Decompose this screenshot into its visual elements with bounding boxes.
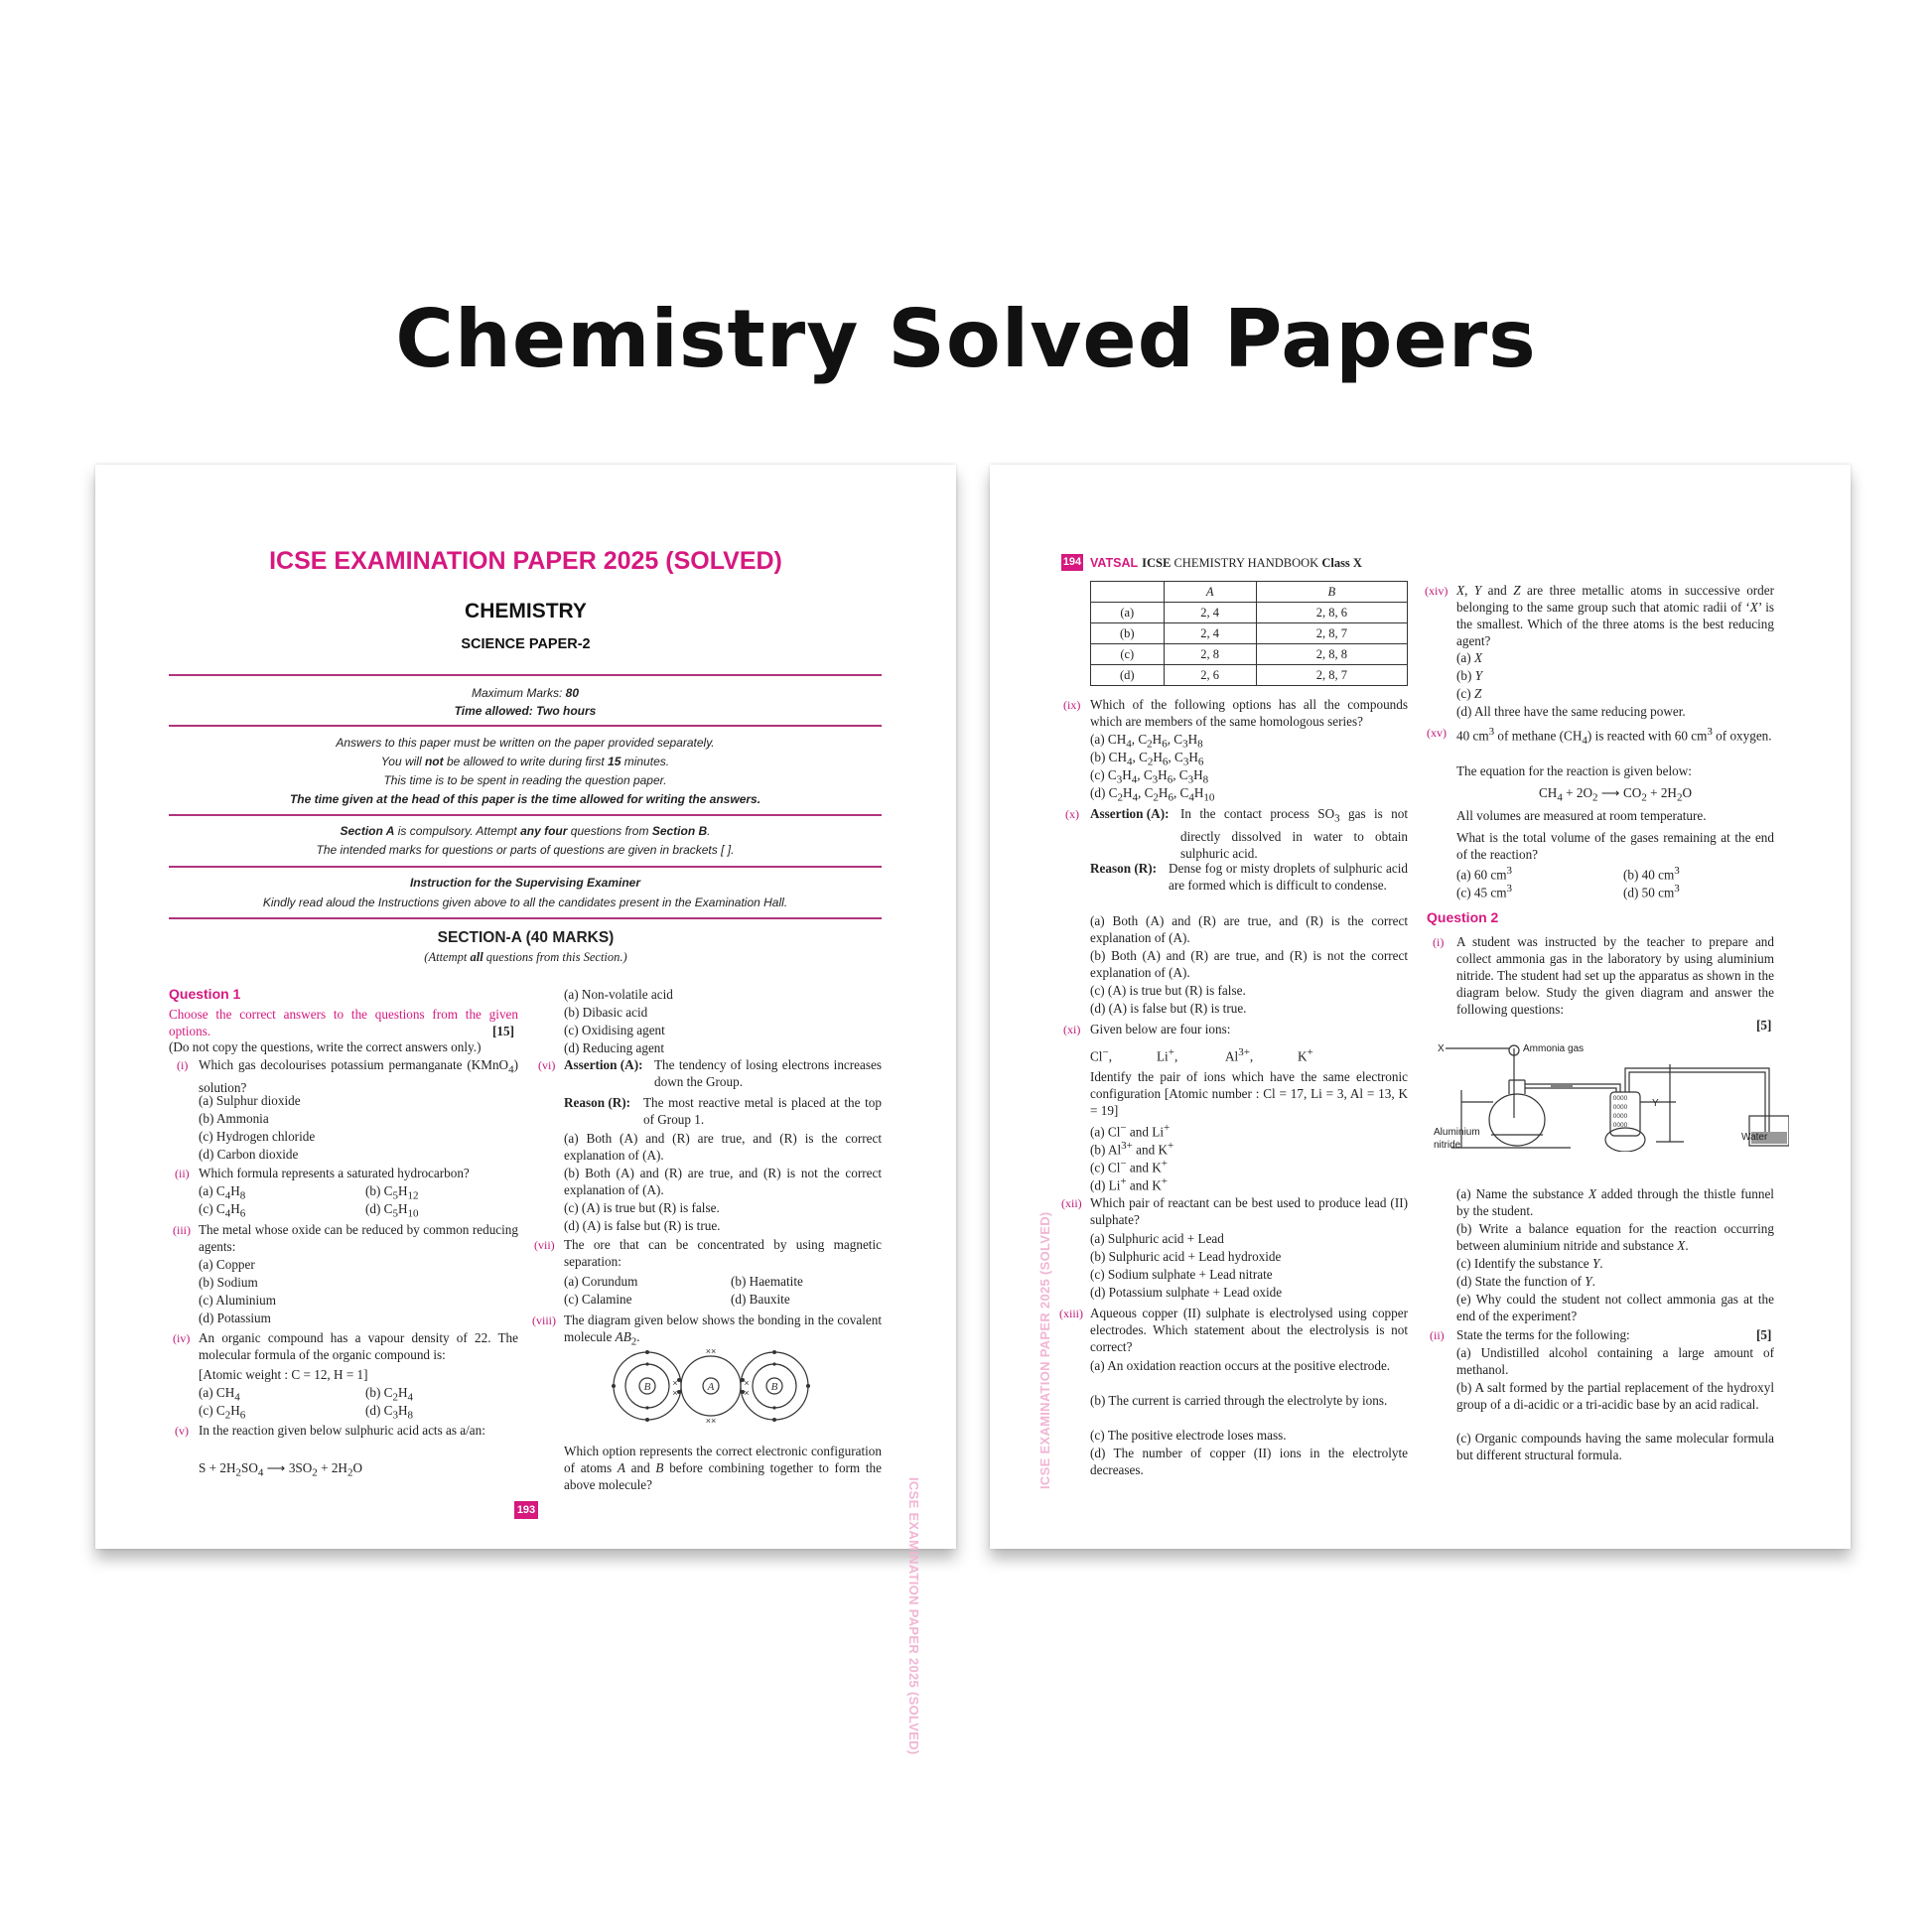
question-text: Which of the following options has all the compounds which are members of the same homologous series? [1090, 697, 1408, 729]
question-number: (iv) [173, 1331, 191, 1345]
q1-note: (Do not copy the questions, write the correct answers only.) [169, 1039, 482, 1054]
reason-label: Reason (R): [1090, 861, 1158, 876]
option: (a) Both (A) and (R) are true, and (R) is the correct explanation of (A). [1090, 913, 1408, 945]
ion: $Al^{3+}$, [1225, 1046, 1254, 1064]
question-text: The equation for the reaction is given below: [1456, 763, 1692, 778]
sub-question: (a) Undistilled alcohol containing a large amount of methanol. [1456, 1345, 1774, 1377]
assertion-text: The tendency of losing electrons increases down the Group. [654, 1057, 882, 1089]
option: (d) (A) is false but (R) is true. [564, 1218, 721, 1233]
question-text: All volumes are measured at room temperature. [1456, 808, 1707, 823]
question-number: (viii) [532, 1313, 556, 1327]
option: (d) Carbon dioxide [199, 1147, 299, 1162]
question-number: (xv) [1427, 726, 1447, 740]
question-number: (v) [175, 1424, 189, 1438]
side-running-text: ICSE EXAMINATION PAPER 2025 (SOLVED) [1037, 1211, 1052, 1489]
option: (a) Sulphur dioxide [199, 1093, 301, 1108]
sub-question: (e) Why could the student not collect ammonia gas at the end of the experiment? [1456, 1292, 1774, 1323]
option: (a) $CH_4$, $C_2H_6$, $C_3H_8$ [1090, 732, 1203, 751]
diagram-label-x: X [1438, 1043, 1445, 1054]
option: (b) $Al^{3+}$ and K+ [1090, 1140, 1174, 1158]
option: (a) Corundum [564, 1274, 638, 1289]
sub-question: (b) Write a balance equation for the reaction occurring between aluminium nitride and substance X. [1456, 1221, 1774, 1253]
svg-text:0000: 0000 [1612, 1104, 1628, 1111]
question-text: Given below are four ions: [1090, 1022, 1231, 1036]
svg-text:0000: 0000 [1612, 1095, 1628, 1102]
option: (c) Oxidising agent [564, 1023, 665, 1037]
assertion-text: In the contact process $SO_3$ gas is not directly dissolved in water to obtain sulphuric acid. [1180, 806, 1408, 861]
question-text: Which formula represents a saturated hydrocarbon? [199, 1166, 470, 1180]
assertion-label: Assertion (A): [564, 1057, 643, 1072]
option: (c) The positive electrode loses mass. [1090, 1428, 1287, 1443]
option: (c) Hydrogen chloride [199, 1129, 316, 1144]
supervisor-note: Instruction for the Supervising Examiner Kindly read aloud the Instructions given above to all the candidates present in the Examination Hall. [262, 876, 788, 909]
svg-text:×: × [672, 1378, 678, 1388]
option: (a) $C_4H_8$ [199, 1183, 246, 1202]
question-text: A student was instructed by the teacher to prepare and collect ammonia gas in the laboratory by using aluminium nitride. The student had set up the apparatus as shown in the diagram below. Study the given diagram and answer the following questions: [1456, 934, 1774, 1017]
exam-title: ICSE EXAMINATION PAPER 2025 (SOLVED) [269, 547, 782, 575]
option: (b) Both (A) and (R) are true, and (R) is not the correct explanation of (A). [1090, 948, 1408, 980]
option: (c) $C_2H_6$ [199, 1403, 246, 1422]
table-row: (d) 2, 6 2, 8, 7 [1091, 665, 1408, 686]
option: (c) $C_3H_4$, $C_3H_6$, $C_3H_8$ [1090, 767, 1209, 786]
option: (d) Reducing agent [564, 1040, 665, 1055]
question-number: (iii) [173, 1223, 191, 1237]
option: (d) $C_3H_8$ [365, 1403, 414, 1422]
question-number: (xiv) [1425, 584, 1449, 598]
page-number: 194 [1061, 554, 1083, 571]
option: (d) All three have the same reducing power. [1456, 704, 1686, 719]
ab2-bonding-diagram [612, 1346, 810, 1426]
question-number: (i) [1433, 935, 1445, 949]
option: (d) Potassium [199, 1311, 271, 1325]
option: (a) $CH_4$ [199, 1385, 240, 1404]
diagram-label-nitride: nitride [1434, 1140, 1461, 1151]
option: (c) (A) is true but (R) is false. [564, 1200, 720, 1215]
divider [169, 725, 882, 727]
question-text: The diagram given below shows the bonding in the covalent molecule $AB_2$. [564, 1312, 882, 1348]
option: (d) The number of copper (II) ions in the electrolyte decreases. [1090, 1446, 1408, 1477]
svg-text:0000: 0000 [1612, 1113, 1628, 1120]
q1-instruction: Choose the correct answers to the questions from the given options. [169, 1007, 518, 1038]
q1-marks: [15] [492, 1024, 514, 1038]
diagram-label-ammonia: Ammonia gas [1523, 1043, 1585, 1054]
svg-text:0000: 0000 [1612, 1122, 1628, 1129]
option: (b) $C_2H_4$ [365, 1385, 414, 1404]
question-text: Which pair of reactant can be best used to produce lead (II) sulphate? [1090, 1195, 1408, 1227]
question-number: (vii) [534, 1238, 555, 1252]
config-table: A B (a) 2, 4 2, 8, 6 (b) 2, 4 2, 8, 7 (c) 2, 8 2, 8, 8 (d) 2, 6 2, 8, 7 [1090, 581, 1408, 686]
option: (b) The current is carried through the electrolyte by ions. [1090, 1393, 1388, 1408]
section-a-title: SECTION-A (40 MARKS) [437, 929, 615, 946]
option: (b) Y [1456, 668, 1483, 683]
option: (a) X [1456, 650, 1482, 665]
page-number: 193 [514, 1501, 538, 1519]
option: (b) $C_5H_{12}$ [365, 1183, 419, 1202]
paper-title: SCIENCE PAPER-2 [461, 636, 591, 652]
option: (a) An oxidation reaction occurs at the positive electrode. [1090, 1358, 1391, 1373]
option: (a) Sulphuric acid + Lead [1090, 1231, 1224, 1246]
option: (d) $C_5H_{10}$ [365, 1201, 419, 1220]
svg-text:××: ×× [705, 1416, 717, 1426]
option: (b) Haematite [731, 1274, 803, 1289]
question-number: (ii) [175, 1167, 190, 1180]
table-row: (c) 2, 8 2, 8, 8 [1091, 644, 1408, 665]
max-marks: Maximum Marks: 80 Time allowed: Two hours [454, 686, 597, 718]
svg-text:B: B [643, 1381, 651, 1393]
divider [169, 814, 882, 816]
question-text: Aqueous copper (II) sulphate is electrolysed using copper electrodes. Which statement about the electrolysis is not correct? [1090, 1306, 1408, 1354]
marks: [5] [1756, 1327, 1772, 1342]
option: (d) Bauxite [731, 1292, 790, 1307]
question-text: What is the total volume of the gases remaining at the end of the reaction? [1456, 830, 1774, 862]
option: (c) 45 $cm^3$ [1456, 883, 1513, 900]
sub-question: (d) State the function of Y. [1456, 1274, 1595, 1289]
svg-text:×: × [744, 1378, 750, 1388]
sub-question: (c) Identify the substance Y. [1456, 1256, 1603, 1271]
option: (a) Non-volatile acid [564, 987, 673, 1002]
page-194 [990, 465, 1851, 1549]
option: (d) Li+ and K+ [1090, 1175, 1169, 1193]
option: (b) $CH_4$, $C_2H_6$, $C_3H_6$ [1090, 750, 1204, 768]
option: (b) Both (A) and (R) are true, and (R) is not the correct explanation of (A). [564, 1166, 882, 1197]
question-text: State the terms for the following: [1456, 1327, 1630, 1342]
diagram-label-water: Water [1741, 1132, 1768, 1143]
divider [169, 917, 882, 919]
ion: Cl−, [1090, 1046, 1112, 1064]
svg-text:××: ×× [705, 1346, 717, 1356]
option: (b) 40 $cm^3$ [1623, 865, 1680, 883]
diagram-label-aluminium: Aluminium [1434, 1127, 1480, 1138]
question-number: (ii) [1430, 1328, 1445, 1342]
running-header: VATSAL ICSE CHEMISTRY HANDBOOK Class X [1090, 556, 1362, 570]
question-number: (vi) [538, 1058, 556, 1072]
ion: K+ [1298, 1046, 1313, 1064]
reason-text: The most reactive metal is placed at the top of Group 1. [643, 1095, 882, 1127]
question-number: (i) [177, 1058, 189, 1072]
question-text: The ore that can be concentrated by using magnetic separation: [564, 1237, 882, 1269]
option: (c) Z [1456, 686, 1482, 701]
svg-text:×: × [744, 1388, 750, 1398]
question-text: The metal whose oxide can be reduced by common reducing agents: [199, 1222, 518, 1254]
sub-question: (a) Name the substance X added through the thistle funnel by the student. [1456, 1186, 1774, 1218]
section-a-sub: (Attempt all questions from this Section.) [424, 950, 627, 964]
equation: $CH_4 + 2O_2$ ⟶ $CO_2 + 2H_2O$ [1539, 785, 1692, 804]
question-text: Which option represents the correct electronic configuration of atoms A and B before combining together to form the above molecule? [564, 1444, 882, 1492]
option: (d) $C_2H_4$, $C_2H_6$, $C_4H_{10}$ [1090, 785, 1215, 804]
section-note: Section A is compulsory. Attempt any four questions from Section B. The intended marks for questions or parts of questions are given in brackets [ ]. [316, 824, 735, 857]
ammonia-apparatus-diagram [1432, 1040, 1789, 1152]
question-1-heading: Question 1 [169, 986, 241, 1002]
reason-text: Dense fog or misty droplets of sulphuric acid are formed which is difficult to condense. [1169, 861, 1408, 893]
option: (a) 60 $cm^3$ [1456, 865, 1513, 883]
option: (d) Potassium sulphate + Lead oxide [1090, 1285, 1283, 1300]
question-2-heading: Question 2 [1427, 909, 1499, 925]
assertion-label: Assertion (A): [1090, 806, 1170, 821]
diagram-label-y: Y [1652, 1098, 1659, 1109]
question-number: (ix) [1063, 698, 1081, 712]
option: (a) Both (A) and (R) are true, and (R) is the correct explanation of (A). [564, 1131, 882, 1163]
option: (c) Cl− and K+ [1090, 1158, 1169, 1175]
marks: [5] [1756, 1018, 1772, 1033]
divider [169, 674, 882, 676]
option: (c) (A) is true but (R) is false. [1090, 983, 1246, 998]
table-row: (a) 2, 4 2, 8, 6 [1091, 603, 1408, 623]
banner-title: Chemistry Solved Papers [395, 293, 1537, 385]
svg-text:B: B [770, 1381, 778, 1393]
svg-text:×: × [672, 1388, 678, 1398]
option: (c) Aluminium [199, 1293, 277, 1308]
question-text: Identify the pair of ions which have the same electronic configuration [Atomic number : Cl = 17, Li = 3, Al = 13, K = 19] [1090, 1069, 1408, 1118]
subject-title: CHEMISTRY [465, 600, 587, 622]
divider [169, 866, 882, 868]
option: (a) Copper [199, 1257, 255, 1272]
question-text: [Atomic weight : C = 12, H = 1] [199, 1367, 368, 1382]
sub-question: (c) Organic compounds having the same molecular formula but different structural formula. [1456, 1431, 1774, 1462]
option: (c) $C_4H_6$ [199, 1201, 246, 1220]
question-number: (xiii) [1059, 1307, 1083, 1320]
question-text: X, Y and Z are three metallic atoms in successive order belonging to the same group such that atomic radii of ‘X’ is the smallest. Which of the three atoms is the best reducing agent? [1456, 583, 1775, 648]
instructions: Answers to this paper must be written on the paper provided separately. You will not be allowed to write during first 15 minutes. This time is to be spent in reading the question paper. The time given at the head of this paper is the time allowed for writing the answers. [289, 736, 761, 806]
ion: Li+, [1157, 1046, 1178, 1064]
reason-label: Reason (R): [564, 1095, 631, 1110]
svg-text:A: A [707, 1381, 715, 1393]
question-text: An organic compound has a vapour density of 22. The molecular formula of the organic compound is: [199, 1330, 518, 1362]
option: (b) Sodium [199, 1275, 258, 1290]
equation: $S + 2H_2SO_4$ ⟶ $3SO_2 + 2H_2O$ [199, 1460, 362, 1479]
option: (b) Sulphuric acid + Lead hydroxide [1090, 1249, 1282, 1264]
option: (c) Sodium sulphate + Lead nitrate [1090, 1267, 1273, 1282]
question-number: (xii) [1061, 1196, 1082, 1210]
question-number: (xi) [1063, 1023, 1081, 1036]
question-text: Which gas decolourises potassium permanganate (KMnO$_4$) solution? [199, 1057, 518, 1095]
sub-question: (b) A salt formed by the partial replacement of the hydroxyl group of a di-acidic or a tri-acidic base by an acid radical. [1456, 1380, 1774, 1412]
option: (b) Ammonia [199, 1111, 269, 1126]
question-text: 40 $cm^3$ of methane $(CH_4)$ is reacted with 60 $cm^3$ of oxygen. [1456, 726, 1772, 748]
page-193 [95, 465, 956, 1755]
option: (c) Calamine [564, 1292, 632, 1307]
question-text: In the reaction given below sulphuric acid acts as a/an: [199, 1423, 485, 1438]
option: (a) Cl− and Li+ [1090, 1122, 1171, 1140]
option: (b) Dibasic acid [564, 1005, 648, 1020]
table-row: (b) 2, 4 2, 8, 7 [1091, 623, 1408, 644]
option: (d) 50 $cm^3$ [1623, 883, 1680, 900]
option: (d) (A) is false but (R) is true. [1090, 1001, 1247, 1016]
side-running-text: ICSE EXAMINATION PAPER 2025 (SOLVED) [906, 1477, 921, 1755]
question-number: (x) [1065, 807, 1079, 821]
